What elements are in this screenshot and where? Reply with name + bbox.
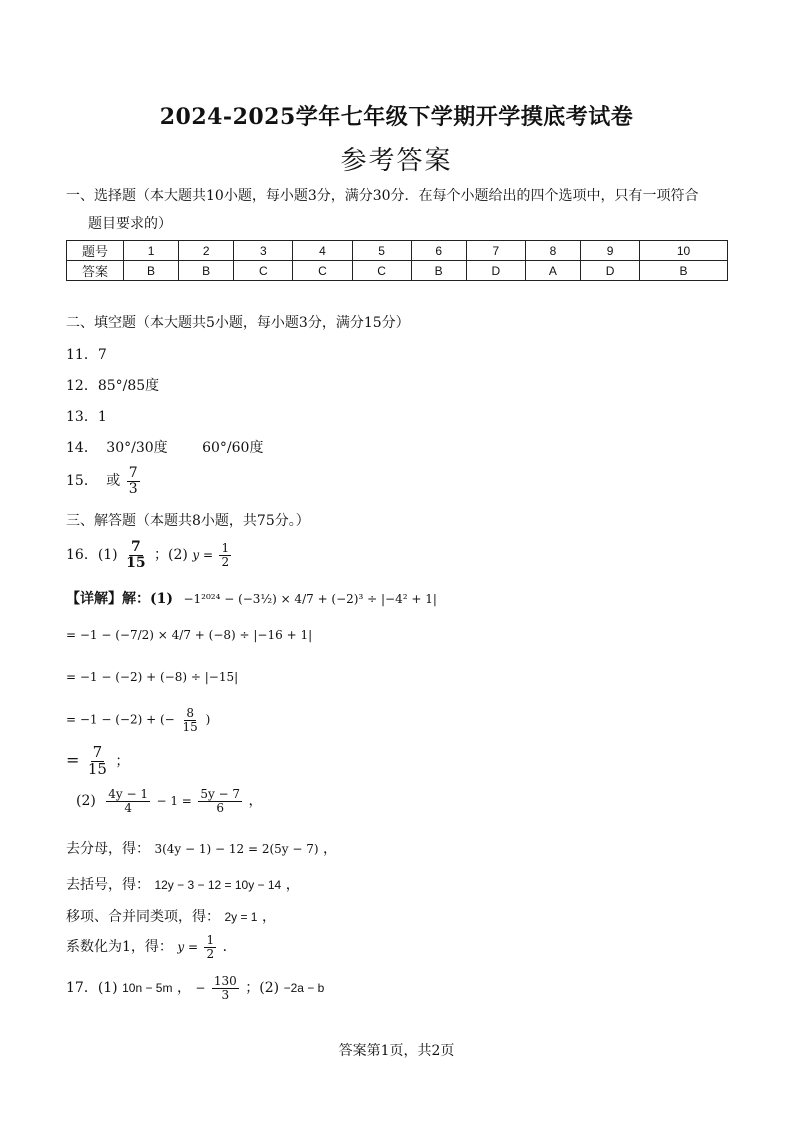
q15-fraction [127, 466, 140, 496]
section1-heading-cont: 题目要求的） [88, 216, 172, 232]
solve-step-2-end: ， [285, 877, 300, 893]
section3-heading: 三、解答题（本题共8小题，共75分。） [66, 513, 310, 529]
q17-c: −2a − b [283, 981, 325, 996]
page-footer: 答案第1页，共2页 [338, 1043, 455, 1059]
solve-step-1-expr: 3(4y − 1) − 12 = 2(5y − 7) [154, 842, 319, 856]
detail-label: 【详解】解：(1) [66, 591, 173, 607]
fraction-denominator: 3 [221, 987, 230, 1002]
fraction-numerator: 7 [130, 539, 141, 555]
fraction-denominator: 3 [128, 480, 138, 497]
fraction-denominator: 2 [206, 946, 215, 961]
q17-separator: ；(2) [245, 980, 280, 997]
answer-12: 12．85°/85度 [66, 378, 160, 394]
section2-heading: 二、填空题（本大题共5小题，每小题3分，满分15分） [66, 315, 410, 331]
q16-b-lhs: y = [192, 548, 213, 563]
solve-step-2-expr: 12y − 3 − 12 = 10y − 14 [154, 878, 282, 892]
table-cell: 7 [466, 241, 525, 261]
part2-equation [76, 788, 263, 814]
solve-step-1-end: ， [323, 841, 338, 857]
answer-11: 11．7 [66, 347, 107, 363]
fraction-numerator: 8 [186, 706, 194, 720]
fraction-denominator: 2 [221, 554, 230, 569]
solve-step-4-lhs: y = [177, 940, 199, 955]
solve-step-2 [66, 874, 300, 894]
solve-step-3-end: ， [261, 909, 276, 925]
table-row [67, 261, 728, 281]
step-3-fraction [181, 707, 200, 733]
step-4-equals: = [66, 750, 80, 770]
detail-line [66, 588, 437, 608]
solve-step-4 [66, 934, 237, 960]
table-row [67, 241, 728, 261]
solve-step-3-expr: 2y = 1 [224, 910, 258, 924]
table-cell: C [293, 261, 352, 281]
table-cell: C [234, 261, 293, 281]
fraction-numerator: 130 [213, 974, 237, 988]
table-cell: C [352, 261, 411, 281]
q14-answer-a: 30°/30度 [106, 440, 168, 456]
part2-right-fraction [198, 788, 242, 814]
table-cell: 10 [640, 241, 728, 261]
q14-number: 14． [66, 440, 98, 456]
q17-a: 10n − 5m [122, 981, 173, 996]
part2-left-fraction [106, 788, 150, 814]
fraction-denominator: 15 [126, 554, 146, 571]
step-4-end: ； [115, 753, 130, 770]
section1-heading: 一、选择题（本大题共10小题，每小题3分，满分30分．在每个小题给出的四个选项中，只有一项符合 [66, 188, 699, 204]
q17-comma: ， [176, 980, 191, 997]
q15-or: 或 [106, 473, 121, 490]
fraction-numerator: 5y − 7 [200, 787, 241, 801]
fraction-numerator: 1 [206, 933, 215, 947]
fraction-denominator: 4 [124, 800, 132, 815]
page-subtitle: 参考答案 [340, 146, 453, 176]
solve-step-1-label: 去分母，得： [66, 841, 150, 857]
table-cell: 答案 [67, 261, 124, 281]
q17-b-fraction [212, 975, 239, 1001]
answer-14 [66, 437, 263, 457]
table-cell: A [525, 261, 580, 281]
solve-step-4-label: 系数化为1，得： [66, 939, 173, 956]
table-cell: 题号 [67, 241, 124, 261]
table-cell: 8 [525, 241, 580, 261]
part2-end: ， [248, 793, 263, 810]
fraction-numerator: 7 [92, 743, 103, 761]
solve-step-1 [66, 838, 337, 858]
q14-answer-b: 60°/60度 [202, 440, 264, 456]
fraction-denominator: 15 [87, 759, 107, 778]
answer-table [66, 240, 728, 281]
table-cell: D [581, 261, 640, 281]
q17-b-sign: − [195, 981, 206, 996]
solve-step-2-label: 去括号，得： [66, 877, 150, 893]
table-cell: B [179, 261, 234, 281]
step-3-close: ) [205, 712, 211, 727]
fraction-numerator: 7 [128, 465, 138, 481]
table-cell: 4 [293, 241, 352, 261]
detail-expression: −1²⁰²⁴ − (−3½) × 4/7 + (−2)³ ÷ |−4² + 1| [183, 592, 437, 606]
step-4 [66, 745, 129, 778]
step-1: = −1 − (−7/2) × 4/7 + (−8) ÷ |−16 + 1| [66, 628, 313, 642]
answer-15 [66, 466, 142, 496]
solve-step-4-end: ． [222, 939, 237, 956]
part2-label: (2) [76, 793, 96, 810]
answer-17 [66, 975, 324, 1001]
table-cell: D [466, 261, 525, 281]
fraction-numerator: 1 [221, 541, 230, 556]
step-4-fraction [86, 745, 109, 778]
table-cell: 5 [352, 241, 411, 261]
solve-step-3-label: 移项、合并同类项，得： [66, 909, 220, 925]
table-cell: B [411, 261, 466, 281]
page-title: 2024-2025学年七年级下学期开学摸底考试卷 [159, 104, 634, 130]
table-cell: 2 [179, 241, 234, 261]
table-cell: B [124, 261, 179, 281]
q16-b-fraction [219, 542, 231, 568]
step-3-lead: = −1 − (−2) + (− [66, 712, 175, 727]
q16-a-fraction [124, 540, 147, 570]
table-cell: 3 [234, 241, 293, 261]
solve-step-3 [66, 906, 276, 926]
table-cell: 9 [581, 241, 640, 261]
table-cell: B [640, 261, 728, 281]
q17-prefix: 17．(1) [66, 980, 118, 997]
fraction-numerator: 4y − 1 [108, 787, 149, 801]
answer-13: 13．1 [66, 409, 107, 425]
fraction-denominator: 6 [216, 800, 224, 815]
step-3 [66, 707, 210, 733]
table-cell: 1 [124, 241, 179, 261]
answer-16 [66, 540, 233, 570]
fraction-denominator: 15 [182, 719, 198, 734]
q15-number: 15． [66, 473, 98, 490]
solve-step-4-fraction [204, 934, 216, 960]
q16-separator: ；(2) [154, 547, 188, 564]
step-2: = −1 − (−2) + (−8) ÷ |−15| [66, 670, 239, 684]
table-cell: 6 [411, 241, 466, 261]
part2-middle: − 1 = [156, 794, 192, 809]
q16-prefix: 16．(1) [66, 547, 118, 564]
